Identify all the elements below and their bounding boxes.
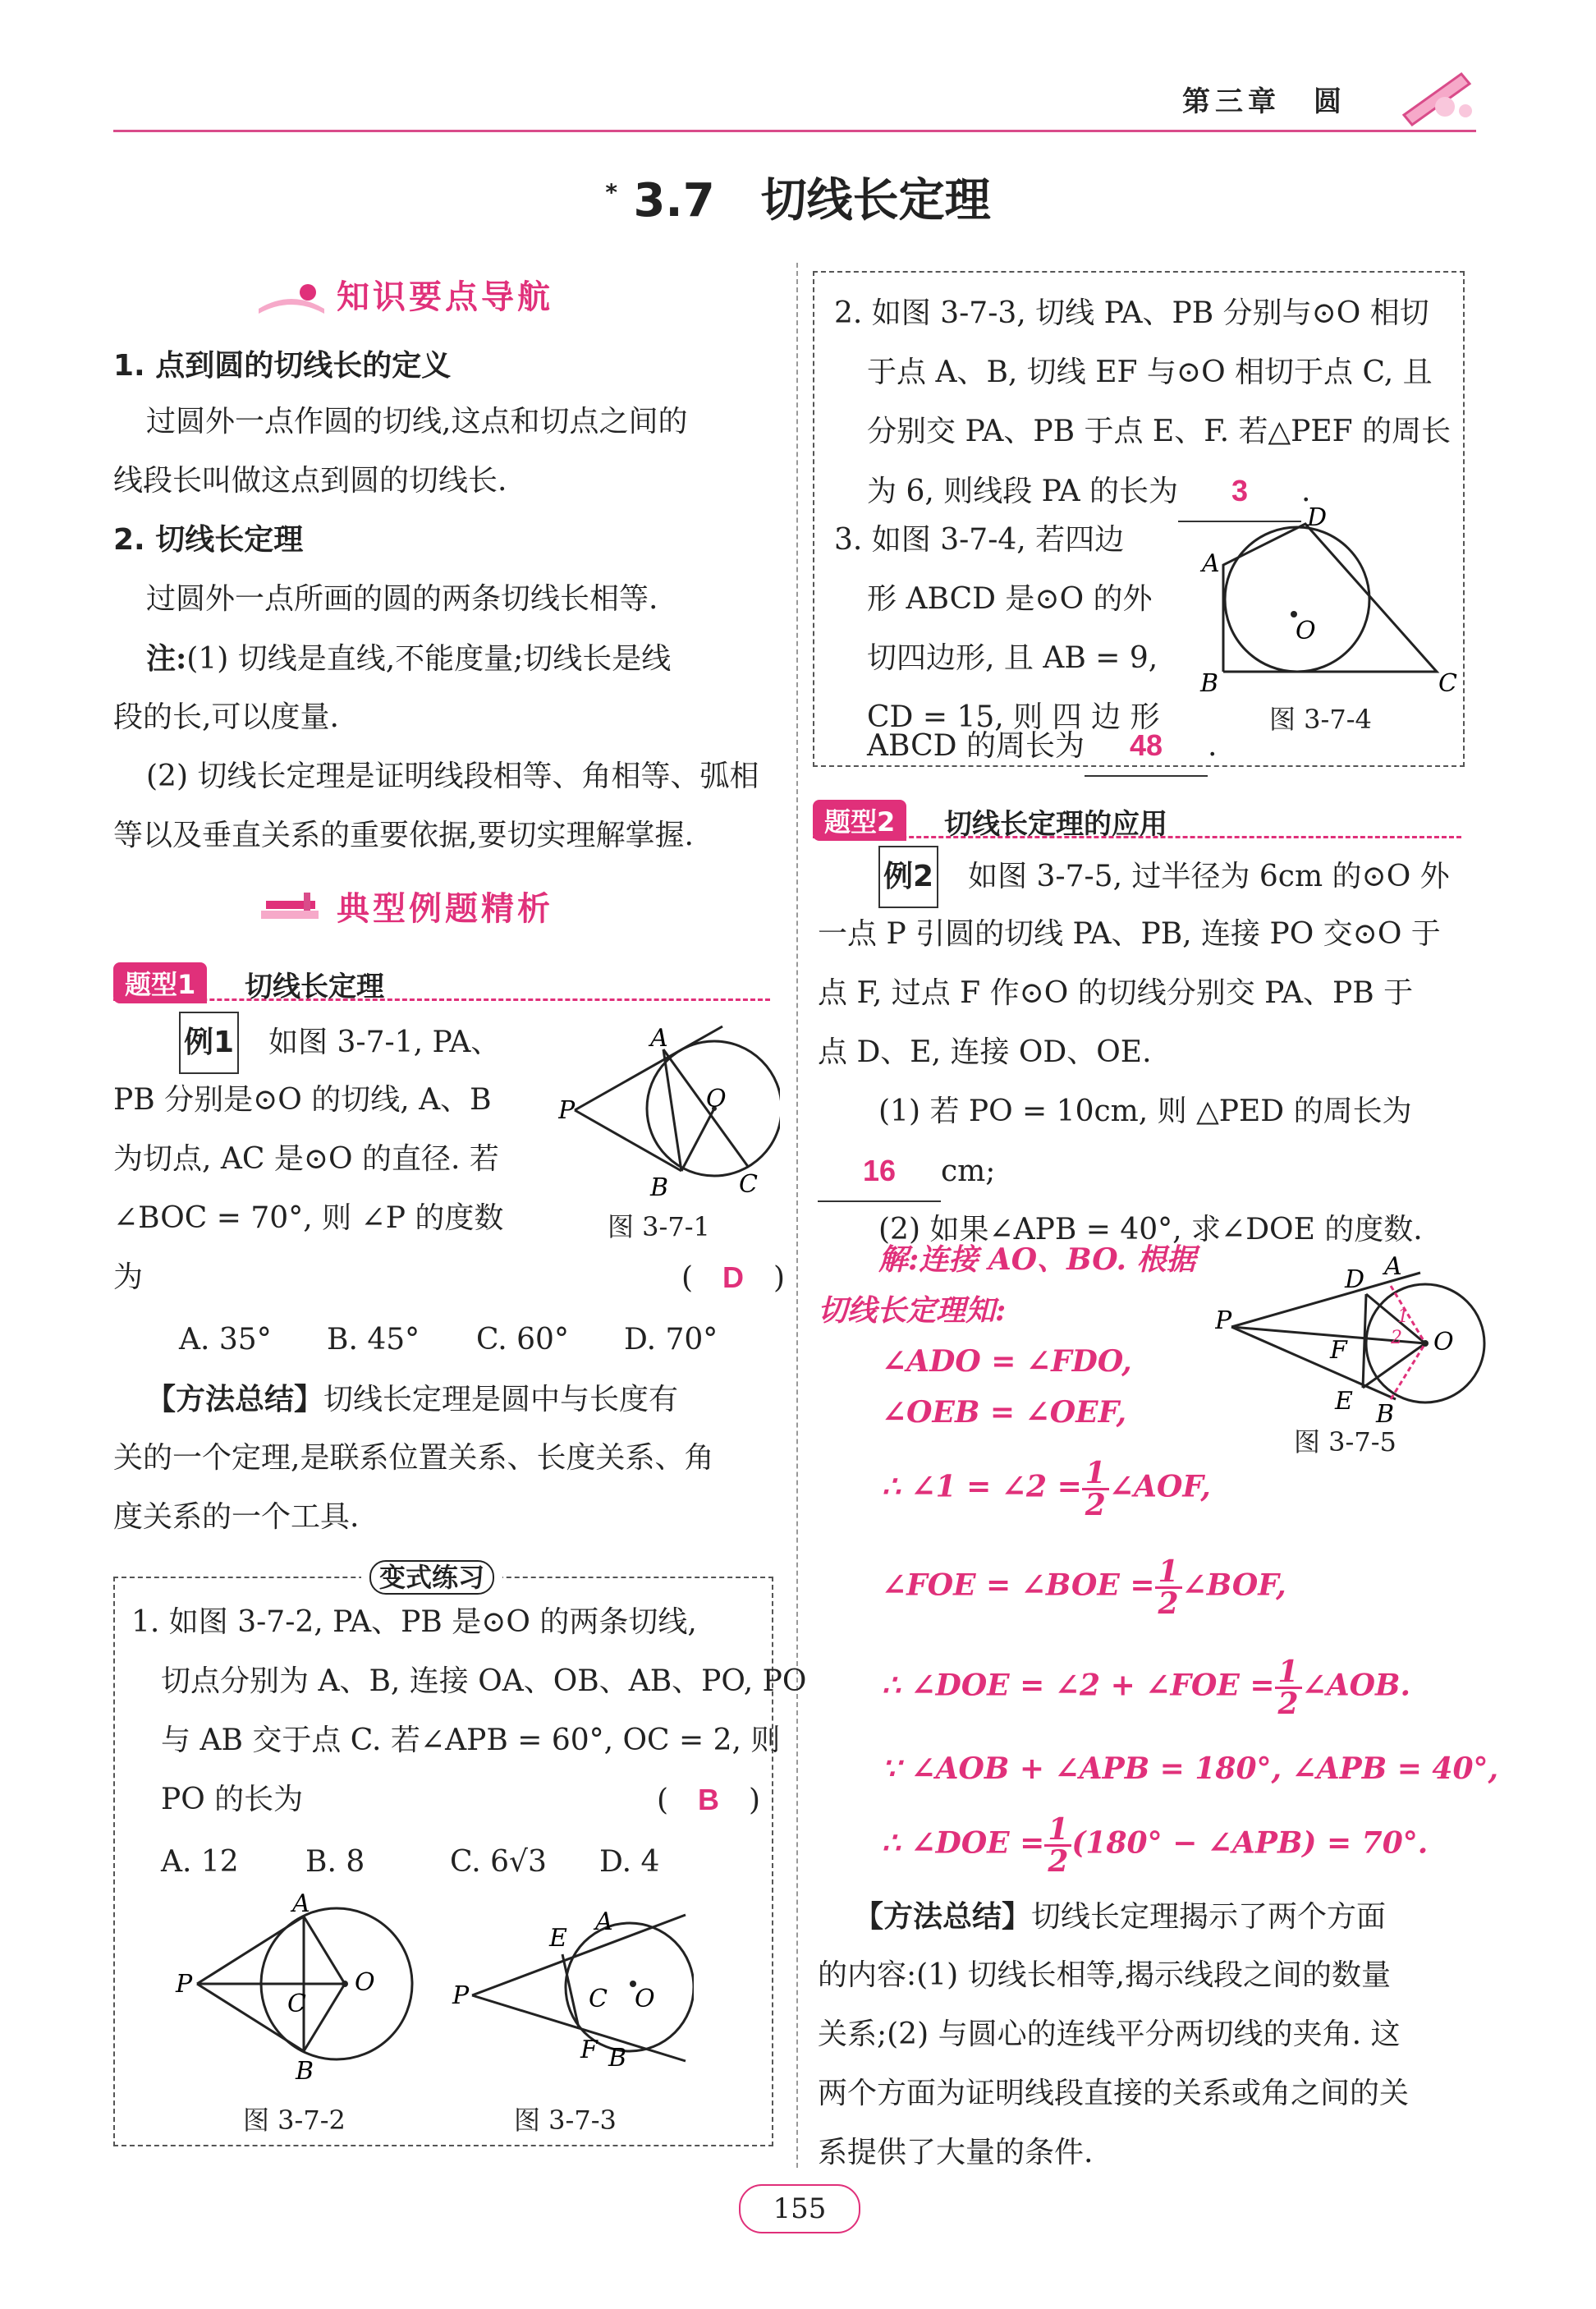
f3-label-a: A bbox=[595, 1907, 613, 1936]
knowledge-heading: 知识要点导航 bbox=[255, 271, 553, 318]
method1-line3: 度关系的一个工具. bbox=[113, 1500, 360, 1534]
ex2-line3: 点 F, 过点 F 作⊙O 的切线分别交 PA、PB 于 bbox=[818, 976, 1414, 1010]
q3-line1: 3. 如图 3-7-4, 若四边 bbox=[834, 523, 1125, 557]
ex2-line1: 例2 如图 3-7-5, 过半径为 6cm 的⊙O 外 bbox=[878, 846, 1450, 908]
note1-line1: 注:(1) 切线是直线,不能度量;切线长是线 bbox=[146, 641, 672, 676]
note2-line2: 等以及垂直关系的重要依据,要切实理解掌握. bbox=[113, 819, 694, 852]
f5-label-2: 2 bbox=[1391, 1328, 1402, 1348]
figure-3-7-4 bbox=[1199, 507, 1461, 705]
fig-3-7-5-caption: 图 3-7-5 bbox=[1294, 1426, 1396, 1457]
type1-bar bbox=[113, 962, 770, 1001]
ex2-part1: (1) 若 PO = 10cm, 则 △PED 的周长为 bbox=[878, 1095, 1412, 1128]
method2-line3: 关系;(2) 与圆心的连线平分两切线的夹角. 这 bbox=[818, 2018, 1401, 2051]
f4-label-c: C bbox=[1438, 669, 1457, 698]
ex1-line2: PB 分别是⊙O 的切线, A、B bbox=[113, 1083, 492, 1117]
f1-label-p: P bbox=[558, 1096, 576, 1125]
f3-label-o: O bbox=[635, 1985, 655, 2013]
sol-line3: ∠ADO = ∠FDO, bbox=[882, 1344, 1132, 1379]
sol-line8: ∵ ∠AOB + ∠APB = 180°, ∠APB = 40°, bbox=[882, 1751, 1499, 1786]
ex2-part2: (2) 如果∠APB = 40°, 求∠DOE 的度数. bbox=[878, 1213, 1423, 1246]
knowledge-item1-title: 1. 点到圆的切线长的定义 bbox=[113, 349, 452, 383]
f1-label-c: C bbox=[739, 1170, 758, 1199]
f3-label-p: P bbox=[452, 1981, 470, 2010]
note2-line1: (2) 切线长定理是证明线段相等、角相等、弧相 bbox=[146, 760, 759, 793]
q2-line2: 于点 A、B, 切线 EF 与⊙O 相切于点 C, 且 bbox=[867, 356, 1433, 389]
q3-line5: ABCD 的周长为 48 . bbox=[867, 716, 1217, 777]
knowledge-item2-line1: 过圆外一点所画的圆的两条切线长相等. bbox=[146, 582, 658, 616]
f5-label-f: F bbox=[1330, 1336, 1347, 1365]
q1-line3: 与 AB 交于点 C. 若∠APB = 60°, OC = 2, 则 bbox=[161, 1724, 781, 1757]
f5-label-p: P bbox=[1215, 1306, 1232, 1335]
q1-option-c: C. 6√3 bbox=[450, 1845, 547, 1879]
column-divider bbox=[796, 263, 798, 2168]
knowledge-item2-title: 2. 切线长定理 bbox=[113, 523, 304, 557]
f1-label-a: A bbox=[650, 1024, 668, 1053]
f1-label-o: O bbox=[706, 1085, 727, 1113]
practice-heading: 变式练习 bbox=[361, 1557, 502, 1595]
f5-label-e: E bbox=[1335, 1387, 1353, 1416]
fig-3-7-3-caption: 图 3-7-3 bbox=[514, 2105, 617, 2136]
q3-line4: CD = 15, 则 四 边 形 bbox=[867, 700, 1160, 734]
ex1-line4: ∠BOC = 70°, 则 ∠P 的度数 bbox=[113, 1201, 504, 1235]
f2-label-p: P bbox=[176, 1970, 193, 1999]
sol-line2: 切线长定理知: bbox=[818, 1293, 1007, 1328]
method1-line2: 关的一个定理,是联系位置关系、长度关系、角 bbox=[113, 1441, 714, 1475]
f5-label-a: A bbox=[1384, 1252, 1402, 1281]
note1-line2: 段的长,可以度量. bbox=[113, 700, 339, 734]
figure-3-7-2 bbox=[172, 1889, 419, 2086]
method2-line4: 两个方面为证明线段直接的关系或角之间的关 bbox=[818, 2077, 1410, 2110]
f4-label-o: O bbox=[1296, 617, 1316, 645]
book-icon bbox=[255, 281, 328, 317]
type1-tag: 题型1 bbox=[113, 962, 207, 1003]
page-number: 155 bbox=[739, 2184, 860, 2233]
f5-label-1: 1 bbox=[1397, 1306, 1409, 1327]
section-title: * 3.7 切线长定理 bbox=[605, 174, 991, 227]
q2-line4: 为 6, 则线段 PA 的长为 3 . bbox=[867, 461, 1311, 522]
ex2-part1-answer: 16 cm; bbox=[818, 1141, 995, 1202]
chapter-header: 第三章 圆 bbox=[1182, 85, 1346, 118]
f3-label-f: F bbox=[580, 2036, 598, 2064]
ex1-line5: 为 bbox=[113, 1260, 144, 1294]
type2-tag: 题型2 bbox=[813, 800, 906, 841]
ex2-line2: 一点 P 引圆的切线 PA、PB, 连接 PO 交⊙O 于 bbox=[818, 917, 1441, 951]
fig-3-7-4-caption: 图 3-7-4 bbox=[1269, 704, 1372, 735]
type2-title: 切线长定理的应用 bbox=[944, 808, 1167, 841]
method1-line1: 【方法总结】切线长定理是圆中与长度有 bbox=[146, 1382, 679, 1416]
examples-heading: 典型例题精析 bbox=[255, 883, 553, 930]
f3-label-b: B bbox=[608, 2044, 627, 2073]
type2-bar bbox=[813, 800, 1461, 841]
pencil-decoration-icon bbox=[1387, 57, 1486, 131]
ex2-line4: 点 D、E, 连接 OD、OE. bbox=[818, 1035, 1152, 1069]
sol-line1: 解:连接 AO、BO. 根据 bbox=[878, 1242, 1196, 1277]
q3-line2: 形 ABCD 是⊙O 的外 bbox=[867, 582, 1153, 616]
figure-3-7-3 bbox=[447, 1897, 694, 2077]
ex1-line1: 例1 如图 3-7-1, PA、 bbox=[179, 1012, 500, 1074]
knowledge-item1-line2: 线段长叫做这点到圆的切线长. bbox=[113, 464, 507, 498]
f5-label-o: O bbox=[1433, 1328, 1454, 1356]
q1-line2: 切点分别为 A、B, 连接 OA、OB、AB、PO, PO bbox=[161, 1664, 807, 1698]
method2-line5: 系提供了大量的条件. bbox=[818, 2136, 1094, 2169]
q1-line4: PO 的长为 bbox=[161, 1783, 304, 1816]
sol-line5: ∴ ∠1 = ∠2 = $\frac{1}{2}$ ∠AOF, bbox=[882, 1456, 1211, 1522]
sol-line4: ∠OEB = ∠OEF, bbox=[882, 1395, 1127, 1430]
f3-label-c: C bbox=[589, 1985, 608, 2013]
q1-option-a: A. 12 bbox=[161, 1845, 239, 1879]
ex1-answer: ( D ) bbox=[681, 1260, 786, 1295]
ex1-option-b: B. 45° bbox=[327, 1323, 420, 1356]
f4-label-d: D bbox=[1307, 507, 1328, 532]
ex1-option-c: C. 60° bbox=[476, 1323, 569, 1356]
q3-line3: 切四边形, 且 AB = 9, bbox=[867, 641, 1158, 675]
f2-label-c: C bbox=[287, 1990, 306, 2018]
f5-label-d: D bbox=[1345, 1265, 1365, 1294]
method2-line1: 【方法总结】切线长定理揭示了两个方面 bbox=[854, 1899, 1387, 1934]
fig-3-7-2-caption: 图 3-7-2 bbox=[243, 2105, 346, 2136]
f3-label-e: E bbox=[549, 1924, 567, 1953]
sol-line7: ∴ ∠DOE = ∠2 + ∠FOE = $\frac{1}{2}$ ∠AOB. bbox=[882, 1655, 1410, 1721]
fig-3-7-1-caption: 图 3-7-1 bbox=[608, 1211, 710, 1242]
ex1-option-a: A. 35° bbox=[179, 1323, 272, 1356]
f1-label-b: B bbox=[650, 1173, 669, 1202]
method2-line2: 的内容:(1) 切线长相等,揭示线段之间的数量 bbox=[818, 1958, 1392, 1992]
q2-line3: 分别交 PA、PB 于点 E、F. 若△PEF 的周长 bbox=[867, 415, 1452, 448]
q1-answer: ( B ) bbox=[657, 1783, 761, 1817]
f2-label-o: O bbox=[355, 1968, 375, 1997]
sol-line9: ∴ ∠DOE = $\frac{1}{2}$ (180° − ∠APB) = 70°. bbox=[882, 1812, 1429, 1879]
q1-option-b: B. 8 bbox=[305, 1845, 365, 1879]
f5-label-b: B bbox=[1376, 1400, 1395, 1429]
knowledge-item1-line1: 过圆外一点作圆的切线,这点和切点之间的 bbox=[146, 405, 688, 438]
f4-label-b: B bbox=[1200, 669, 1219, 698]
figure-3-7-5 bbox=[1215, 1248, 1486, 1437]
books-icon bbox=[255, 893, 328, 929]
figure-3-7-1 bbox=[558, 1018, 780, 1207]
sol-line6: ∠FOE = ∠BOE = $\frac{1}{2}$ ∠BOF, bbox=[882, 1554, 1286, 1621]
ex1-line3: 为切点, AC 是⊙O 的直径. 若 bbox=[113, 1142, 499, 1176]
q1-line1: 1. 如图 3-7-2, PA、PB 是⊙O 的两条切线, bbox=[131, 1605, 697, 1639]
f2-label-a: A bbox=[292, 1889, 310, 1918]
header-rule bbox=[113, 130, 1476, 132]
f2-label-b: B bbox=[296, 2057, 314, 2086]
q2-line1: 2. 如图 3-7-3, 切线 PA、PB 分别与⊙O 相切 bbox=[834, 296, 1429, 330]
q1-option-d: D. 4 bbox=[599, 1845, 660, 1879]
f4-label-a: A bbox=[1202, 549, 1220, 578]
ex1-option-d: D. 70° bbox=[624, 1323, 718, 1356]
type1-title: 切线长定理 bbox=[245, 971, 384, 1003]
